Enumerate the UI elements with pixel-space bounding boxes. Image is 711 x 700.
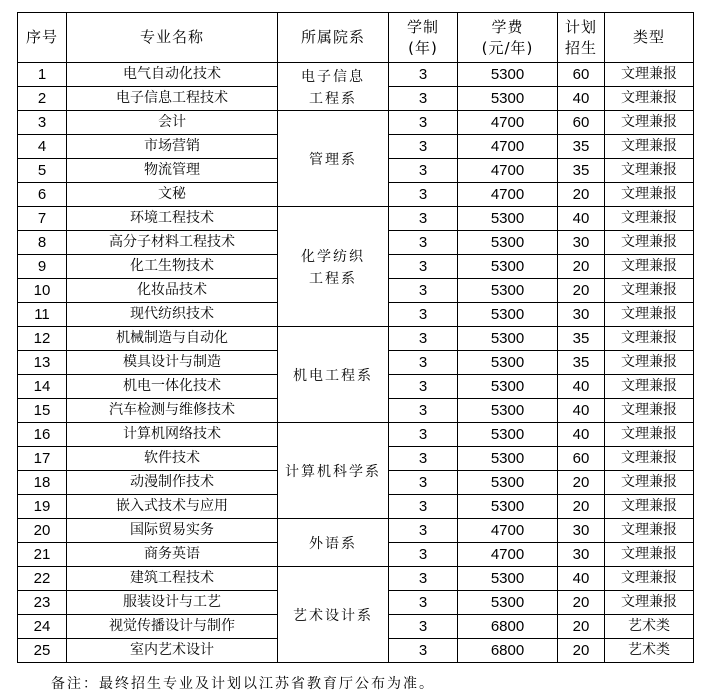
cell-years: 3 <box>389 495 458 519</box>
cell-major: 高分子材料工程技术 <box>67 231 278 255</box>
cell-type: 文理兼报 <box>605 543 694 567</box>
cell-major: 建筑工程技术 <box>67 567 278 591</box>
cell-type: 文理兼报 <box>605 111 694 135</box>
cell-plan: 20 <box>558 639 605 663</box>
cell-plan: 30 <box>558 231 605 255</box>
cell-plan: 20 <box>558 615 605 639</box>
cell-major: 文秘 <box>67 183 278 207</box>
cell-years: 3 <box>389 447 458 471</box>
cell-years: 3 <box>389 87 458 111</box>
cell-fee: 4700 <box>458 111 558 135</box>
cell-plan: 30 <box>558 543 605 567</box>
cell-plan: 40 <box>558 207 605 231</box>
cell-fee: 4700 <box>458 183 558 207</box>
cell-fee: 5300 <box>458 63 558 87</box>
cell-type: 文理兼报 <box>605 519 694 543</box>
cell-major: 商务英语 <box>67 543 278 567</box>
table-row <box>18 519 694 543</box>
cell-plan: 40 <box>558 423 605 447</box>
cell-major: 计算机网络技术 <box>67 423 278 447</box>
dept-line: 外语系 <box>309 534 357 551</box>
table-header-row <box>18 13 694 63</box>
cell-dept <box>278 567 389 663</box>
cell-major: 机电一体化技术 <box>67 375 278 399</box>
cell-fee: 6800 <box>458 639 558 663</box>
cell-years: 3 <box>389 471 458 495</box>
cell-years: 3 <box>389 399 458 423</box>
cell-fee: 4700 <box>458 519 558 543</box>
cell-type: 文理兼报 <box>605 159 694 183</box>
cell-years: 3 <box>389 375 458 399</box>
cell-plan: 20 <box>558 591 605 615</box>
cell-type: 文理兼报 <box>605 135 694 159</box>
cell-fee: 5300 <box>458 495 558 519</box>
cell-seq: 4 <box>18 135 67 159</box>
header-dept: 所属院系 <box>278 13 389 63</box>
cell-type: 文理兼报 <box>605 279 694 303</box>
header-years-line1: 学制 <box>406 17 439 36</box>
cell-major: 会计 <box>67 111 278 135</box>
cell-seq: 15 <box>18 399 67 423</box>
cell-major: 现代纺织技术 <box>67 303 278 327</box>
cell-seq: 25 <box>18 639 67 663</box>
cell-major: 电子信息工程技术 <box>67 87 278 111</box>
table-row <box>18 327 694 351</box>
cell-type: 文理兼报 <box>605 399 694 423</box>
cell-type: 文理兼报 <box>605 231 694 255</box>
cell-fee: 5300 <box>458 303 558 327</box>
header-plan-line1: 计划 <box>564 17 597 36</box>
cell-major: 软件技术 <box>67 447 278 471</box>
cell-type: 文理兼报 <box>605 495 694 519</box>
cell-seq: 17 <box>18 447 67 471</box>
header-years-line2: (年) <box>408 38 438 57</box>
cell-fee: 5300 <box>458 471 558 495</box>
cell-years: 3 <box>389 327 458 351</box>
cell-years: 3 <box>389 135 458 159</box>
cell-major: 汽车检测与维修技术 <box>67 399 278 423</box>
cell-seq: 1 <box>18 63 67 87</box>
cell-years: 3 <box>389 351 458 375</box>
cell-dept <box>278 423 389 519</box>
cell-seq: 20 <box>18 519 67 543</box>
cell-seq: 8 <box>18 231 67 255</box>
cell-seq: 24 <box>18 615 67 639</box>
cell-major: 服装设计与工艺 <box>67 591 278 615</box>
cell-seq: 14 <box>18 375 67 399</box>
dept-line: 计算机科学系 <box>285 462 381 479</box>
dept-line: 工程系 <box>309 269 357 286</box>
cell-major: 环境工程技术 <box>67 207 278 231</box>
cell-fee: 5300 <box>458 207 558 231</box>
cell-seq: 16 <box>18 423 67 447</box>
cell-seq: 2 <box>18 87 67 111</box>
cell-type: 文理兼报 <box>605 63 694 87</box>
cell-plan: 40 <box>558 567 605 591</box>
cell-dept <box>278 327 389 423</box>
cell-fee: 5300 <box>458 351 558 375</box>
cell-fee: 5300 <box>458 279 558 303</box>
cell-type: 文理兼报 <box>605 591 694 615</box>
cell-fee: 5300 <box>458 375 558 399</box>
cell-fee: 5300 <box>458 255 558 279</box>
cell-major: 嵌入式技术与应用 <box>67 495 278 519</box>
cell-major: 化妆品技术 <box>67 279 278 303</box>
cell-fee: 4700 <box>458 159 558 183</box>
cell-plan: 20 <box>558 495 605 519</box>
cell-years: 3 <box>389 591 458 615</box>
cell-type: 文理兼报 <box>605 471 694 495</box>
cell-years: 3 <box>389 423 458 447</box>
cell-plan: 35 <box>558 351 605 375</box>
cell-seq: 3 <box>18 111 67 135</box>
cell-fee: 5300 <box>458 327 558 351</box>
cell-seq: 10 <box>18 279 67 303</box>
cell-plan: 30 <box>558 519 605 543</box>
dept-line: 艺术设计系 <box>293 606 373 623</box>
cell-seq: 12 <box>18 327 67 351</box>
dept-line: 化学纺织 <box>301 247 365 264</box>
cell-major: 市场营销 <box>67 135 278 159</box>
cell-major: 物流管理 <box>67 159 278 183</box>
cell-fee: 5300 <box>458 399 558 423</box>
cell-years: 3 <box>389 159 458 183</box>
cell-years: 3 <box>389 279 458 303</box>
cell-plan: 20 <box>558 255 605 279</box>
cell-type: 文理兼报 <box>605 351 694 375</box>
cell-years: 3 <box>389 567 458 591</box>
dept-line: 机电工程系 <box>293 366 373 383</box>
footnote: 备注：最终招生专业及计划以江苏省教育厅公布为准。 <box>51 676 435 692</box>
cell-fee: 4700 <box>458 543 558 567</box>
cell-major: 国际贸易实务 <box>67 519 278 543</box>
cell-dept <box>278 207 389 327</box>
dept-line: 工程系 <box>309 89 357 106</box>
cell-years: 3 <box>389 255 458 279</box>
cell-years: 3 <box>389 519 458 543</box>
cell-fee: 6800 <box>458 615 558 639</box>
cell-years: 3 <box>389 63 458 87</box>
cell-years: 3 <box>389 207 458 231</box>
cell-dept <box>278 519 389 567</box>
cell-type: 文理兼报 <box>605 183 694 207</box>
cell-seq: 7 <box>18 207 67 231</box>
table-row <box>18 63 694 87</box>
cell-dept <box>278 111 389 207</box>
cell-major: 电气自动化技术 <box>67 63 278 87</box>
header-type: 类型 <box>605 13 694 63</box>
cell-major: 机械制造与自动化 <box>67 327 278 351</box>
cell-seq: 18 <box>18 471 67 495</box>
header-plan-line2: 招生 <box>564 38 597 57</box>
header-major: 专业名称 <box>67 13 278 63</box>
cell-type: 文理兼报 <box>605 423 694 447</box>
cell-plan: 35 <box>558 135 605 159</box>
cell-type: 文理兼报 <box>605 567 694 591</box>
cell-fee: 5300 <box>458 231 558 255</box>
cell-dept <box>278 63 389 111</box>
enrollment-table <box>17 12 694 663</box>
cell-major: 模具设计与制造 <box>67 351 278 375</box>
cell-plan: 35 <box>558 159 605 183</box>
cell-plan: 30 <box>558 303 605 327</box>
cell-type: 文理兼报 <box>605 207 694 231</box>
cell-plan: 40 <box>558 375 605 399</box>
cell-type: 文理兼报 <box>605 375 694 399</box>
cell-major: 视觉传播设计与制作 <box>67 615 278 639</box>
cell-seq: 19 <box>18 495 67 519</box>
cell-seq: 11 <box>18 303 67 327</box>
cell-fee: 5300 <box>458 87 558 111</box>
cell-type: 文理兼报 <box>605 87 694 111</box>
cell-plan: 20 <box>558 471 605 495</box>
header-fee-line1: 学费 <box>491 17 524 36</box>
cell-years: 3 <box>389 231 458 255</box>
cell-plan: 35 <box>558 327 605 351</box>
dept-line: 管理系 <box>309 150 357 167</box>
header-seq: 序号 <box>18 13 67 63</box>
cell-major: 化工生物技术 <box>67 255 278 279</box>
cell-plan: 40 <box>558 399 605 423</box>
cell-seq: 23 <box>18 591 67 615</box>
table-row <box>18 567 694 591</box>
cell-fee: 5300 <box>458 447 558 471</box>
cell-fee: 5300 <box>458 567 558 591</box>
cell-seq: 5 <box>18 159 67 183</box>
header-fee-line2: (元/年) <box>481 38 534 57</box>
cell-plan: 60 <box>558 447 605 471</box>
cell-years: 3 <box>389 303 458 327</box>
cell-plan: 60 <box>558 63 605 87</box>
cell-fee: 5300 <box>458 591 558 615</box>
cell-years: 3 <box>389 615 458 639</box>
cell-fee: 4700 <box>458 135 558 159</box>
cell-plan: 20 <box>558 279 605 303</box>
cell-major: 动漫制作技术 <box>67 471 278 495</box>
cell-plan: 20 <box>558 183 605 207</box>
cell-plan: 40 <box>558 87 605 111</box>
cell-seq: 22 <box>18 567 67 591</box>
cell-years: 3 <box>389 183 458 207</box>
header-years <box>389 13 458 63</box>
cell-major: 室内艺术设计 <box>67 639 278 663</box>
cell-type: 文理兼报 <box>605 255 694 279</box>
cell-years: 3 <box>389 543 458 567</box>
table-row <box>18 111 694 135</box>
header-fee <box>458 13 558 63</box>
cell-plan: 60 <box>558 111 605 135</box>
cell-seq: 9 <box>18 255 67 279</box>
cell-type: 文理兼报 <box>605 303 694 327</box>
dept-line: 电子信息 <box>301 67 365 84</box>
table-row <box>18 423 694 447</box>
cell-seq: 6 <box>18 183 67 207</box>
cell-seq: 21 <box>18 543 67 567</box>
cell-type: 文理兼报 <box>605 327 694 351</box>
cell-seq: 13 <box>18 351 67 375</box>
cell-type: 艺术类 <box>605 639 694 663</box>
cell-type: 艺术类 <box>605 615 694 639</box>
cell-fee: 5300 <box>458 423 558 447</box>
table-row <box>18 207 694 231</box>
cell-years: 3 <box>389 111 458 135</box>
header-plan <box>558 13 605 63</box>
cell-years: 3 <box>389 639 458 663</box>
cell-type: 文理兼报 <box>605 447 694 471</box>
